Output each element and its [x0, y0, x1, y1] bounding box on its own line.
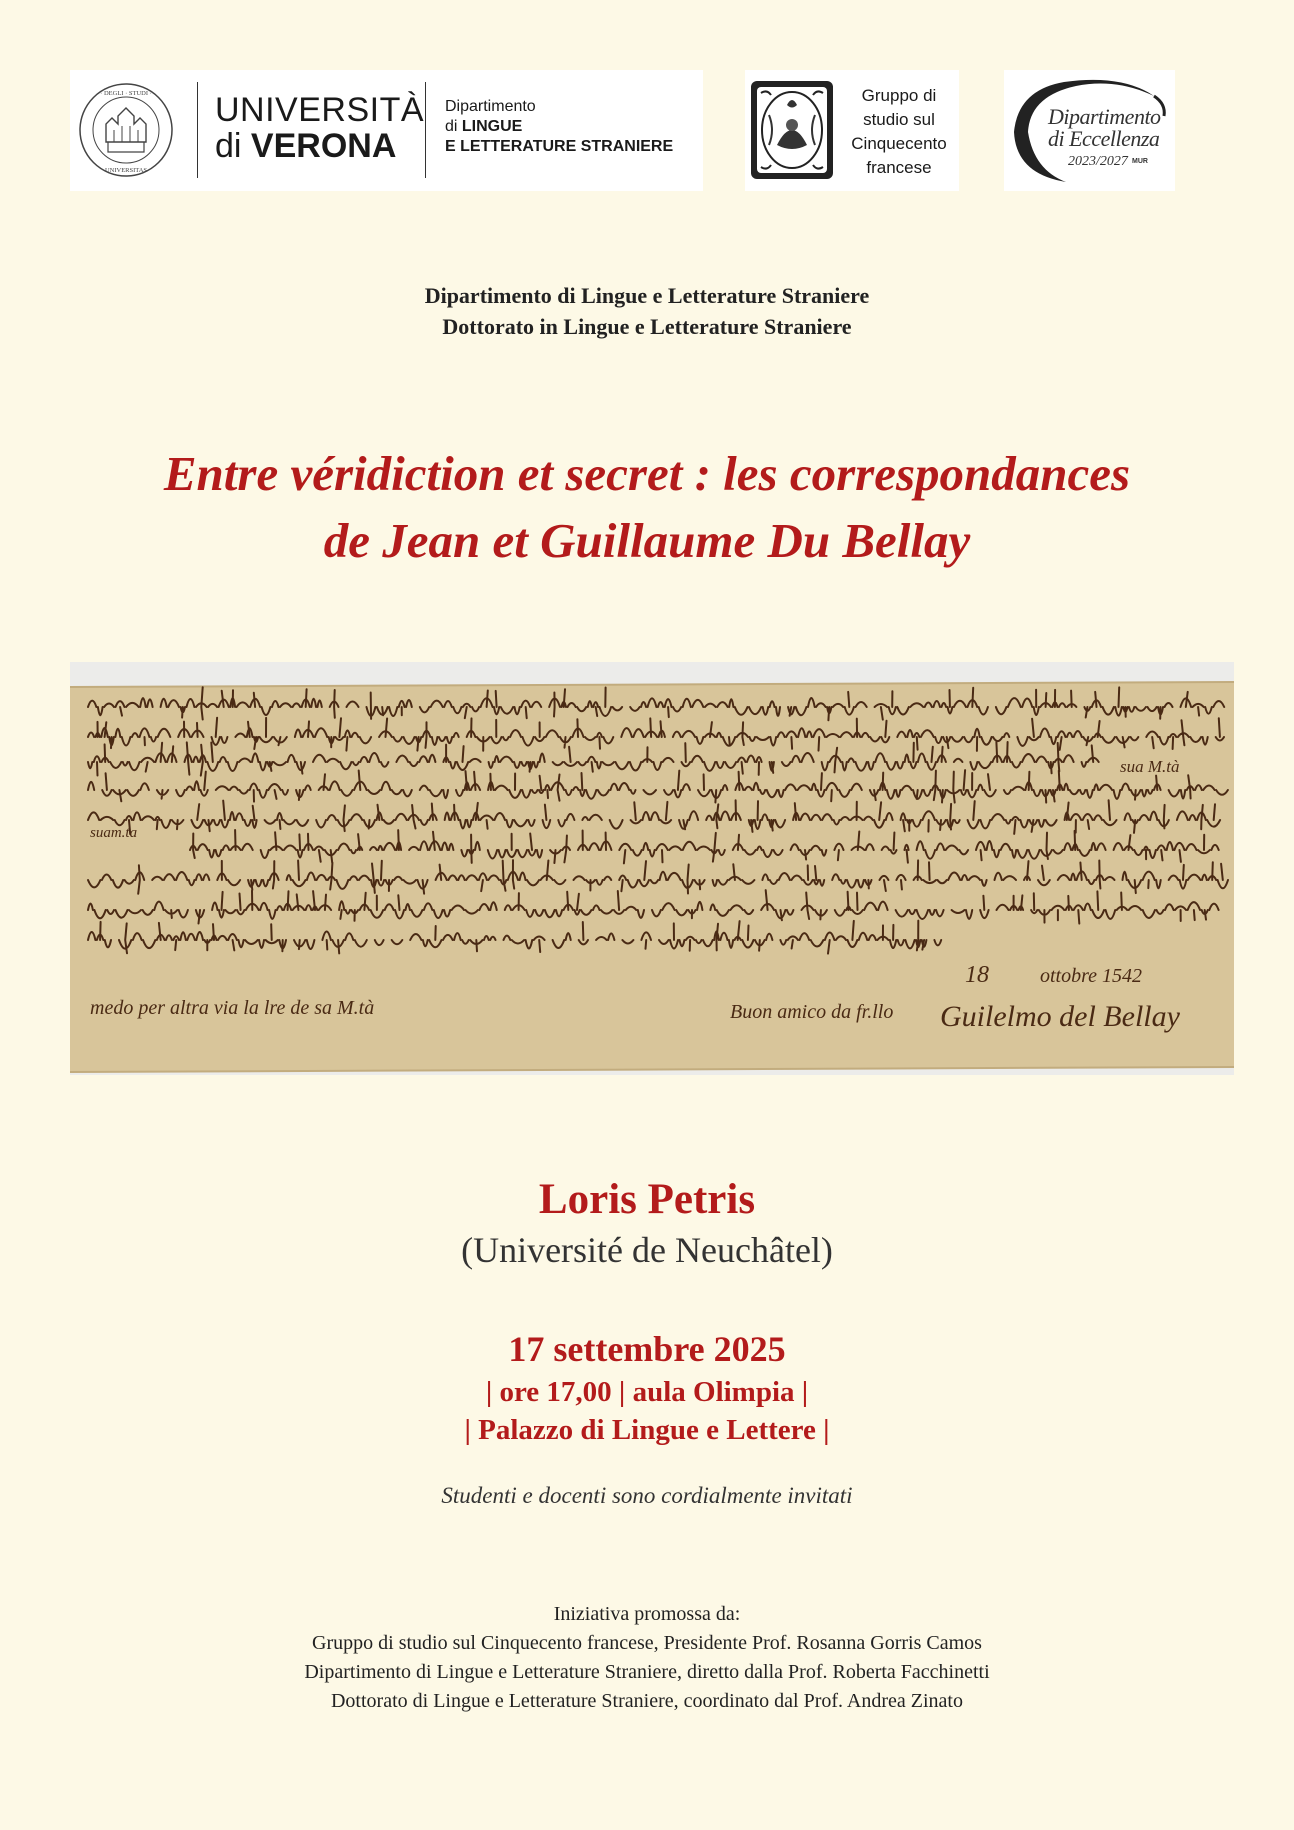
ms-month-year: ottobre 1542 — [1040, 965, 1143, 987]
ms-closing: Buon amico da fr.llo — [730, 1001, 894, 1023]
speaker-name: Loris Petris — [538, 1176, 756, 1223]
event-building: | Palazzo di Lingue e Lettere | — [464, 1414, 830, 1446]
printer-mark-icon — [747, 75, 837, 185]
ms-day: 18 — [965, 962, 989, 988]
eccellenza-mur: MUR — [1132, 158, 1148, 165]
event-time-room: | ore 17,00 | aula Olimpia | — [485, 1376, 809, 1408]
dept-line2-bold: LINGUE — [461, 118, 523, 135]
header-line1: Dipartimento di Lingue e Letterature Straniere — [424, 283, 870, 308]
logo-divider — [197, 82, 198, 178]
department-header — [0, 280, 1294, 342]
svg-text:· DEGLI · STUDI ·: · DEGLI · STUDI · — [100, 90, 152, 97]
ms-signature: Guilelmo del Bellay — [940, 1000, 1180, 1033]
event-date: 17 settembre 2025 — [508, 1329, 786, 1369]
eccellenza-line1: Dipartimento — [1048, 104, 1161, 129]
univr-line2 — [215, 128, 424, 164]
dept-line2-prefix: di — [445, 118, 462, 135]
promotion-line: Dottorato di Lingue e Letterature Straniere, coordinato dal Prof. Andrea Zinato — [330, 1690, 963, 1712]
title-line1: Entre véridiction et secret : les correspondances — [163, 446, 1131, 501]
svg-text:UNIVERSITAS: UNIVERSITAS — [104, 167, 148, 174]
promotion-block — [0, 1600, 1294, 1716]
promotion-line: Gruppo di studio sul Cinquecento francese, Presidente Prof. Rosanna Gorris Camos — [312, 1632, 982, 1654]
eccellenza-logo — [1004, 70, 1175, 191]
univr-logo — [70, 70, 703, 191]
event-invitation: Studenti e docenti sono cordialmente invitati — [441, 1483, 853, 1508]
speaker-affiliation: (Université de Neuchâtel) — [461, 1230, 833, 1270]
univr-line2-prefix: di — [215, 127, 251, 165]
promotion-heading: Iniziativa promossa da: — [553, 1603, 741, 1625]
logo-divider — [425, 82, 426, 178]
ms-last-line: medo per altra via la lre de sa M.tà — [90, 997, 375, 1019]
dept-line2 — [445, 117, 673, 137]
eccellenza-years: 2023/2027 — [1068, 154, 1128, 169]
gruppo-logo — [745, 70, 959, 191]
gruppo-line: studio sul — [863, 110, 935, 129]
gruppo-text — [843, 84, 955, 180]
gruppo-line: Cinquecento — [851, 134, 947, 153]
eccellenza-line2: di Eccellenza — [1048, 126, 1160, 151]
dept-line3: E LETTERATURE STRANIERE — [445, 138, 674, 155]
header-line2: Dottorato in Lingue e Letterature Straniere — [442, 314, 852, 339]
gruppo-line: francese — [866, 158, 932, 177]
univr-line1: UNIVERSITÀ — [215, 91, 425, 129]
dept-line1: Dipartimento — [445, 98, 536, 115]
manuscript-image — [70, 662, 1234, 1075]
univr-seal-icon — [78, 82, 174, 178]
univr-wordmark — [215, 92, 424, 164]
promotion-line: Dipartimento di Lingue e Letterature Straniere, diretto dalla Prof. Roberta Facchinetti — [304, 1661, 990, 1683]
univr-line2-bold: VERONA — [250, 127, 397, 165]
manuscript-drawing — [70, 662, 1234, 1075]
univr-dept-name — [445, 97, 673, 157]
ms-suamta: suam.ta — [90, 825, 138, 841]
event-title — [0, 440, 1294, 574]
gruppo-line: Gruppo di — [861, 86, 937, 105]
title-line2: de Jean et Guillaume Du Bellay — [323, 513, 971, 568]
ms-sua-mta: sua M.tà — [1120, 757, 1180, 776]
